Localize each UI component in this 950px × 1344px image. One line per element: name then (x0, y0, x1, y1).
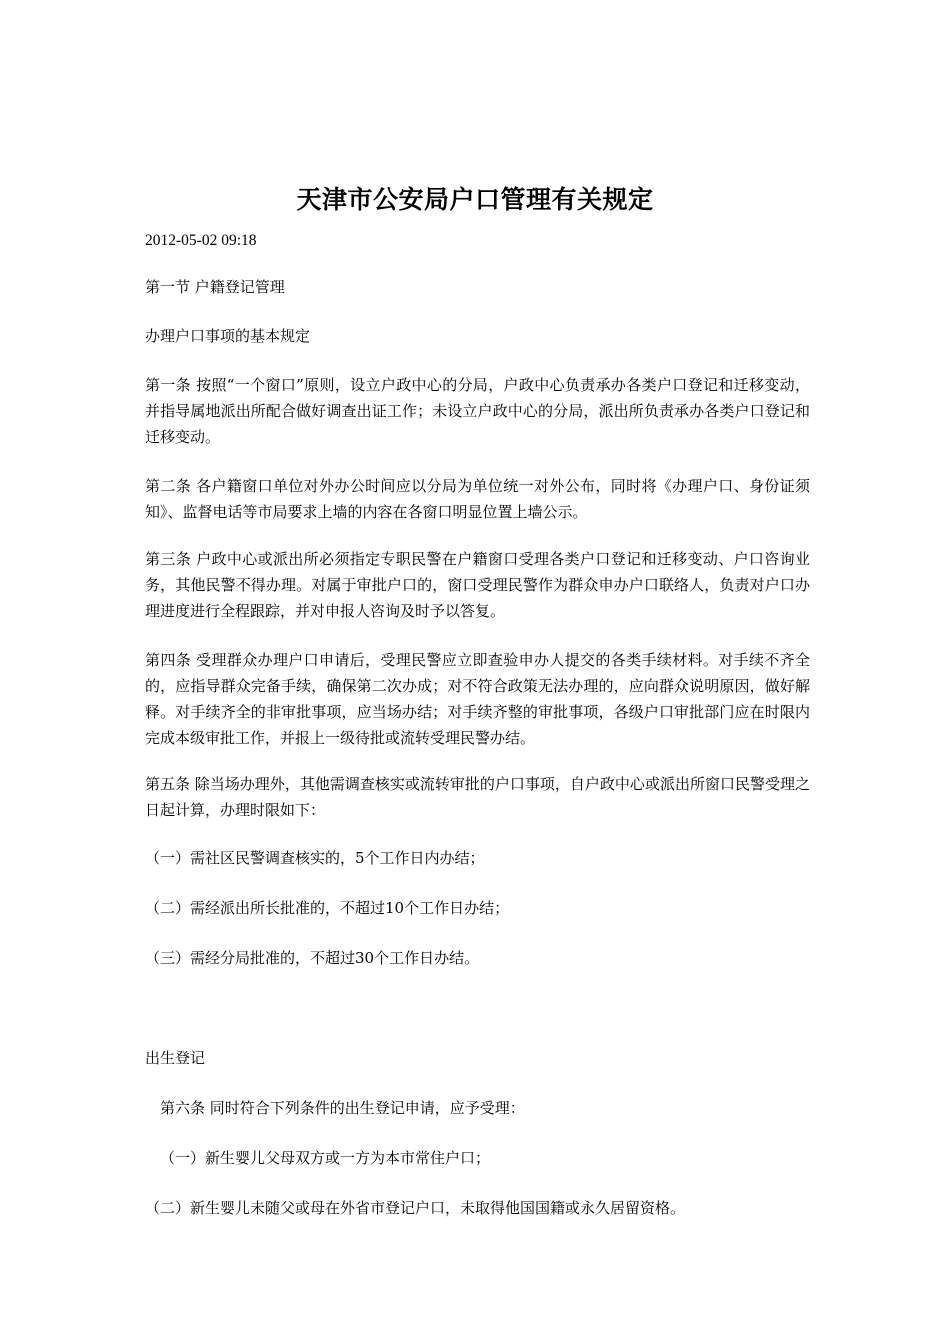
article-6: 第六条 同时符合下列条件的出生登记申请，应予受理： (160, 1099, 525, 1117)
article-6-item-2: （二）新生婴儿未随父或母在外省市登记户口，未取得他国国籍或永久居留资格。 (145, 1199, 686, 1217)
article-5-item-2: （二）需经派出所长批准的，不超过10个工作日办结； (145, 899, 510, 917)
article-2: 第二条 各户籍窗口单位对外办公时间应以分局为单位统一对外公布，同时将《办理户口、身份证须知》、监督电话等市局要求上墙的内容在各窗口明显位置上墙公示。 (145, 477, 810, 521)
document-title: 天津市公安局户口管理有关规定 (296, 185, 654, 214)
article-1: 第一条 按照“一个窗口”原则，设立户政中心的分局，户政中心负责承办各类户口登记和迁移变动，并指导属地派出所配合做好调查出证工作；未设立户政中心的分局，派出所负责承办各类户口登记和迁移变动。 (145, 376, 810, 446)
section-title: 第一节 户籍登记管理 (145, 278, 285, 296)
article-5-item-3: （三）需经分局批准的，不超过30个工作日办结。 (145, 949, 480, 967)
subsection-title: 办理户口事项的基本规定 (145, 327, 311, 345)
article-6-item-1: （一）新生婴儿父母双方或一方为本市常住户口； (160, 1149, 491, 1167)
article-5-item-1: （一）需社区民警调查核实的，5个工作日内办结； (145, 849, 485, 867)
article-4: 第四条 受理群众办理户口申请后，受理民警应立即查验申办人提交的各类手续材料。对手续不齐全的，应指导群众完备手续，确保第二次办成；对不符合政策无法办理的，应向群众说明原因，做好解释。对手续齐全的非审批事项，应当场办结；对手续齐整的审批事项，各级户口审批部门应在时限内完成本级审批工作，并报上一级待批或流转受理民警办结。 (145, 651, 810, 747)
article-3: 第三条 户政中心或派出所必须指定专职民警在户籍窗口受理各类户口登记和迁移变动、户口咨询业务，其他民警不得办理。对属于审批户口的，窗口受理民警作为群众申办户口联络人，负责对户口办理进度进行全程跟踪，并对申报人咨询及时予以答复。 (145, 550, 810, 620)
article-5: 第五条 除当场办理外，其他需调查核实或流转审批的户口事项，自户政中心或派出所窗口民警受理之日起计算，办理时限如下： (145, 775, 810, 819)
publish-date: 2012-05-02 09:18 (145, 232, 257, 249)
birth-registration-title: 出生登记 (145, 1049, 206, 1067)
